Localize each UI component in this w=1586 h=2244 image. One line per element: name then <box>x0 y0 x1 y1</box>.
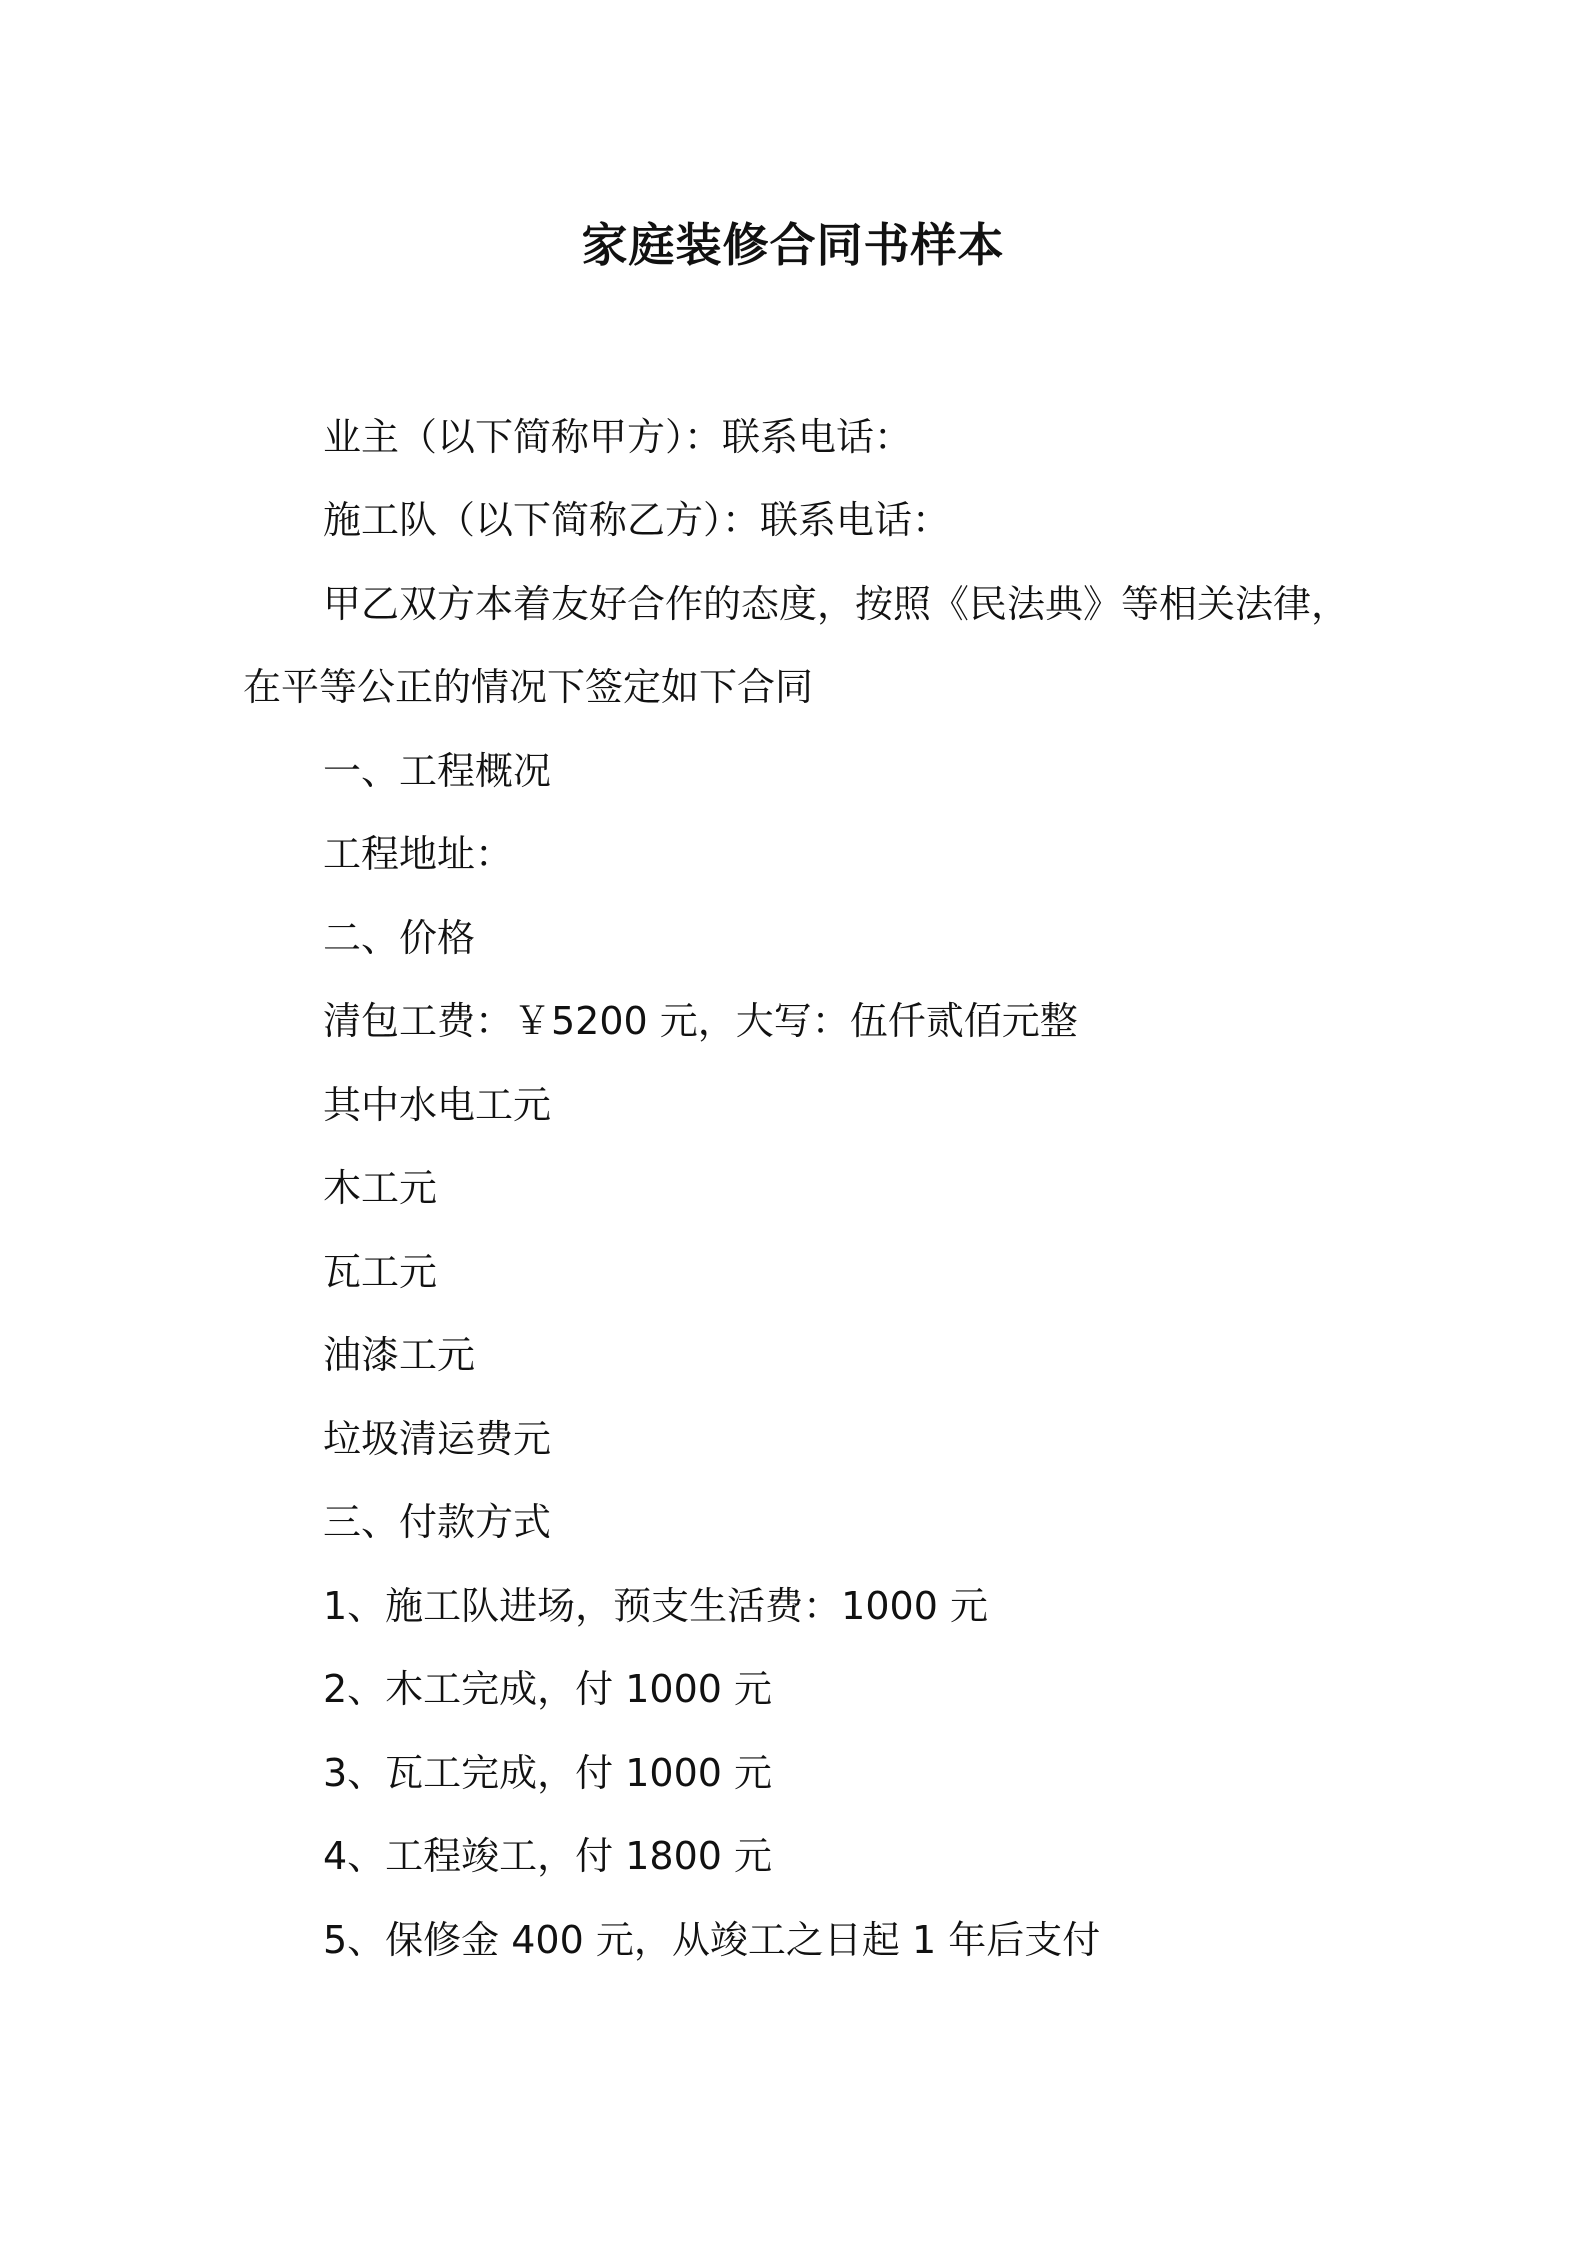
labor-fee-line: 清包工费：￥5200 元，大写：伍仟贰佰元整 <box>323 999 1078 1043</box>
plumbing-electric-line: 其中水电工元 <box>323 1083 552 1127</box>
carpentry-line: 木工元 <box>323 1166 438 1210</box>
payment-item-2: 2、木工完成，付 1000 元 <box>323 1667 773 1711</box>
painting-line: 油漆工元 <box>323 1333 476 1377</box>
project-address-line: 工程地址： <box>323 832 514 876</box>
payment-item-4: 4、工程竣工，付 1800 元 <box>323 1834 773 1878</box>
payment-item-3: 3、瓦工完成，付 1000 元 <box>323 1751 773 1795</box>
section-heading-payment: 三、付款方式 <box>323 1500 552 1544</box>
payment-item-1: 1、施工队进场，预支生活费：1000 元 <box>323 1584 988 1628</box>
document-title: 家庭装修合同书样本 <box>581 218 1005 272</box>
waste-removal-line: 垃圾清运费元 <box>323 1417 552 1461</box>
section-heading-price: 二、价格 <box>323 916 476 960</box>
section-heading-overview: 一、工程概况 <box>323 749 552 793</box>
preamble-line-1: 甲乙双方本着友好合作的态度，按照《民法典》等相关法律， <box>323 582 1350 626</box>
preamble-line-2: 在平等公正的情况下签定如下合同 <box>243 665 814 709</box>
masonry-line: 瓦工元 <box>323 1250 438 1294</box>
party-a-line: 业主（以下简称甲方）：联系电话： <box>323 415 913 459</box>
payment-item-5: 5、保修金 400 元，从竣工之日起 1 年后支付 <box>323 1918 1101 1962</box>
party-b-line: 施工队（以下简称乙方）：联系电话： <box>323 498 951 542</box>
